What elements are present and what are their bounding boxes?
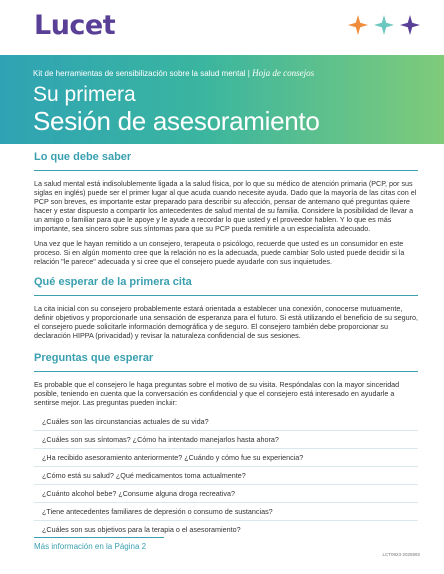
paragraph: La salud mental está indisolublemente ligada a la salud física, por lo que su médico de atención primaria (PCP, por sus siglas en inglés) puede ser el primer lugar al que acuda cuando necesite ayuda. Dado que la mayoría de las citas con el PCP son breves, es importante estar preparado para describir su afección, pensar de antemano qué preguntas quiere hacer y estar dispuesto a compartir los antecedentes de salud mental de su familia. Considere la posibilidad de llevar a un amigo o familiar para que le apoye y le ayude a recordar lo que usted y el proveedor hablen. Y lo que es más importante, sea sincero sobre sus síntomas para que su PCP pueda remitirle a un especialista adecuado. (34, 179, 417, 233)
decorative-stars (348, 15, 420, 35)
paragraph: Una vez que le hayan remitido a un consejero, terapeuta o psicólogo, recuerde que usted es un consumidor en este proceso. Si en algún momento cree que la relación no es la adecuada, puede cambiar Solo usted puede decidir si la relación "le parece" adecuada y si cree que el consejero puede ayudarle con sus inquietudes. (34, 239, 405, 266)
more-info-link[interactable]: Más información en la Página 2 (34, 542, 147, 551)
title-line-1: Su primera (33, 83, 136, 106)
kit-label: Kit de herramientas de sensibilización sobre la salud mental | (33, 69, 250, 78)
section-heading-what-to-know: Lo que debe saber (34, 151, 132, 163)
title-banner (0, 55, 444, 144)
footer-divider (34, 537, 164, 538)
section-divider (34, 371, 418, 372)
section-heading-first-appointment: Qué esperar de la primera cita (34, 276, 192, 288)
list-item: ¿Cuáles son sus objetivos para la terapia o el asesoramiento? (42, 525, 241, 534)
list-item: ¿Cuáles son las circunstancias actuales de su vida? (34, 413, 418, 431)
list-item: ¿Cuáles son sus síntomas? ¿Cómo ha intentado manejarlos hasta ahora? (34, 431, 418, 449)
header (0, 0, 444, 55)
section-divider (34, 295, 418, 296)
list-item: ¿Cómo está su salud? ¿Qué medicamentos toma actualmente? (34, 467, 418, 485)
paragraph: Es probable que el consejero le haga preguntas sobre el motivo de su visita. Respóndalas con la mayor sinceridad posible, teniendo en cuenta que la conversación es confidencial y que el consejero está interesado en ayudarle a sentirse mejor. Las preguntas pueden incluir: (34, 380, 400, 407)
list-item: ¿Ha recibido asesoramiento anteriormente? ¿Cuándo y cómo fue su experiencia? (34, 449, 418, 467)
document-code: LCT0923-2026992 (382, 552, 420, 557)
lucet-logo: Lucet (34, 10, 116, 41)
section-heading-questions: Preguntas que esperar (34, 352, 154, 364)
main-content (34, 151, 418, 538)
section-divider (34, 170, 418, 171)
purple-star-icon (400, 15, 420, 35)
list-item: ¿Cuánto alcohol bebe? ¿Consume alguna droga recreativa? (34, 485, 418, 503)
paragraph: La cita inicial con su consejero probablemente estará orientada a establecer una conexión, conocerse mutuamente, definir objetivos y proporcionarle una sensación de esperanza para el futuro. Si está utilizando el beneficio de su seguro, el consejero puede solicitarle información demográfica y de seguro. El consejero también debe proporcionar su declaración HIPPA (privacidad) y revisar la naturaleza confidencial de sus sesiones. (34, 304, 418, 340)
tip-sheet-label: Hoja de consejos (252, 68, 315, 78)
questions-list (34, 413, 418, 538)
list-item: ¿Tiene antecedentes familiares de depresión o consumo de sustancias? (34, 503, 418, 521)
orange-star-icon (348, 15, 368, 35)
teal-star-icon (374, 15, 394, 35)
page-title: Sesión de asesoramiento (33, 106, 320, 136)
banner-subtitle (33, 68, 314, 78)
